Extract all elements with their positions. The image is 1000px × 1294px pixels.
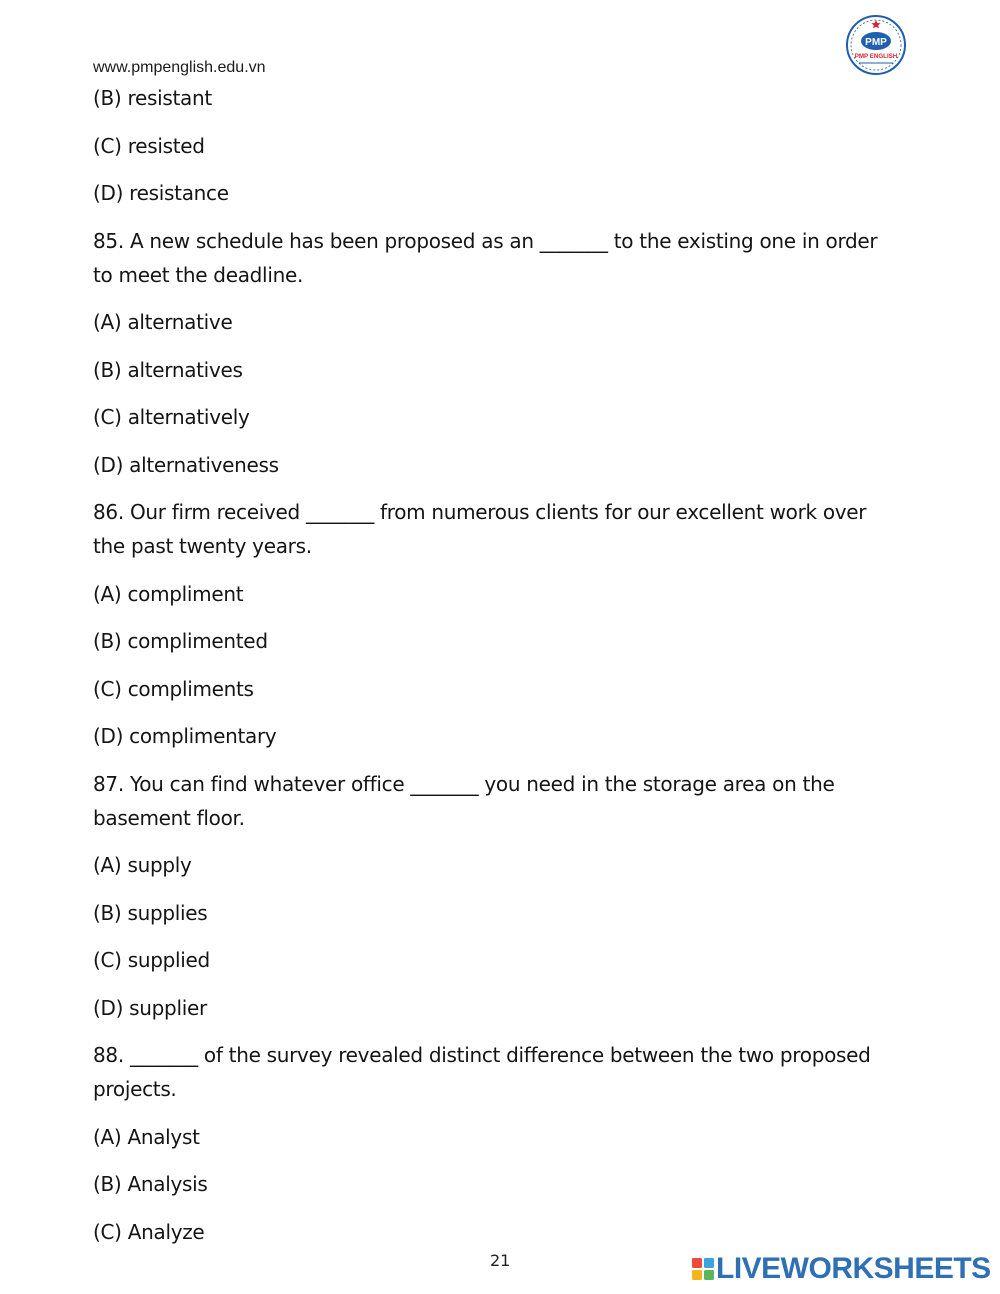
answer-option [93, 1215, 913, 1249]
answer-option [93, 1120, 913, 1154]
option-text: (D) alternativeness [93, 452, 279, 477]
answer-option [93, 353, 913, 387]
option-text: (C) resisted [93, 133, 205, 158]
brand-name: LIVEWORKSHEETS [716, 1252, 991, 1285]
question-text-line: 85. A new schedule has been proposed as an _______ to the existing one in order [93, 228, 878, 253]
answer-option [93, 896, 913, 930]
option-text: (B) supplies [93, 900, 208, 925]
answer-option [93, 991, 913, 1025]
answer-option [93, 624, 913, 658]
answer-option [93, 943, 913, 977]
question-item [93, 495, 913, 563]
pmp-english-logo-icon [845, 14, 907, 76]
question-text-line: basement floor. [93, 805, 245, 830]
answer-option [93, 577, 913, 611]
page-number: 21 [490, 1251, 511, 1270]
question-text-line: to meet the deadline. [93, 262, 304, 287]
answer-option [93, 176, 913, 210]
answer-option [93, 305, 913, 339]
worksheet-content [93, 81, 913, 1262]
answer-option [93, 719, 913, 753]
question-text-line: projects. [93, 1077, 177, 1101]
logo-text: PMP ENGLISH [854, 53, 898, 60]
answer-option [93, 672, 913, 706]
liveworksheets-brand[interactable] [692, 1252, 992, 1286]
question-text-line: 86. Our firm received _______ from numerous clients for our excellent work over [93, 500, 867, 524]
option-text: (D) complimentary [93, 724, 277, 748]
option-text: (D) resistance [93, 181, 229, 205]
answer-option [93, 448, 913, 482]
question-text-line: 88. _______ of the survey revealed distinct difference between the two proposed [93, 1043, 871, 1067]
option-text: (B) complimented [93, 629, 268, 653]
option-text: (A) alternative [93, 310, 233, 334]
option-text: (C) supplied [93, 948, 210, 972]
logo-mark-text: PMP [865, 37, 887, 48]
option-text: (C) Analyze [93, 1219, 205, 1244]
answer-option [93, 129, 913, 163]
option-text: (B) resistant [93, 86, 212, 110]
option-text: (C) alternatively [93, 405, 250, 429]
answer-option [93, 848, 913, 882]
question-text-line: the past twenty years. [93, 534, 312, 558]
option-text: (B) Analysis [93, 1172, 208, 1196]
question-text-line: 87. You can find whatever office _______ you need in the storage area on the [93, 771, 835, 796]
option-text: (C) compliments [93, 676, 254, 701]
answer-option [93, 400, 913, 434]
option-text: (A) compliment [93, 581, 244, 606]
option-text: (A) Analyst [93, 1124, 200, 1149]
option-text: (D) supplier [93, 995, 207, 1020]
question-item [93, 767, 913, 835]
liveworksheets-logo-icon [692, 1258, 714, 1280]
option-text: (A) supply [93, 853, 192, 877]
answer-option [93, 81, 913, 115]
question-item [93, 224, 913, 292]
option-text: (B) alternatives [93, 357, 243, 382]
website-url: www.pmpenglish.edu.vn [93, 59, 266, 76]
question-item [93, 1038, 913, 1106]
answer-option [93, 1167, 913, 1201]
